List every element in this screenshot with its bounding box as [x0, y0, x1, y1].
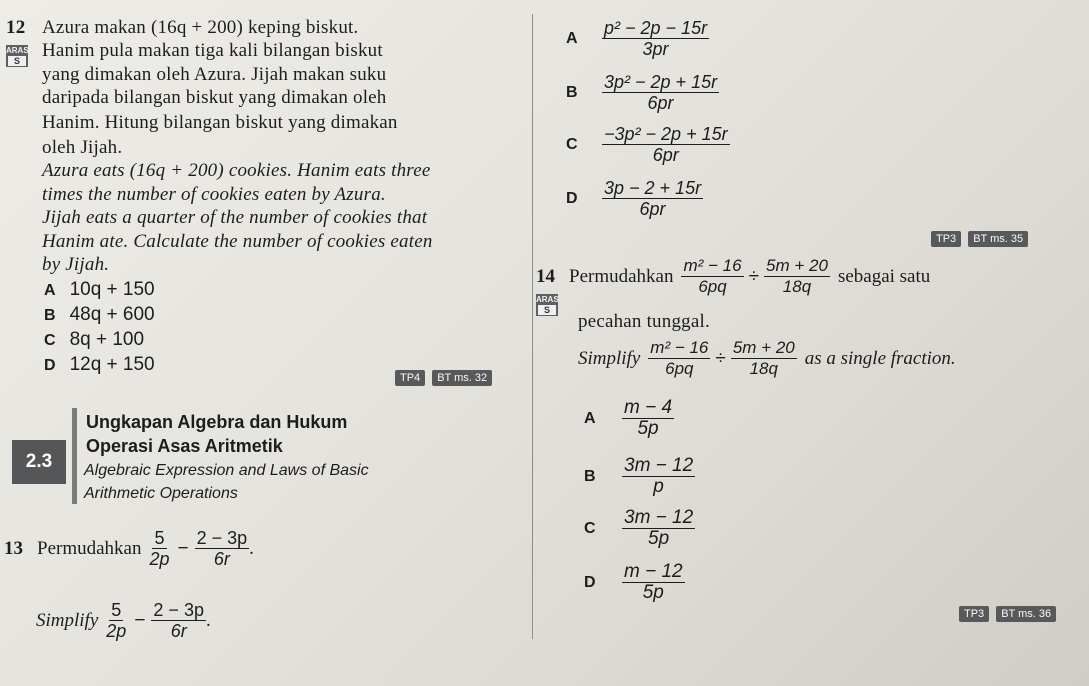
denominator: 6pr	[639, 199, 666, 219]
numerator: 5m + 20	[766, 256, 828, 275]
option-fraction	[622, 508, 695, 549]
q14-option-b[interactable]	[584, 456, 695, 497]
question-number: 14	[536, 265, 555, 287]
q13-en-prefix: Simplify	[36, 609, 99, 631]
fraction	[681, 256, 743, 297]
section-title-en-2: Arithmetic Operations	[84, 485, 238, 502]
q13-tags	[928, 229, 1028, 247]
denominator: 2p	[149, 549, 170, 569]
column-divider	[532, 14, 533, 639]
denominator: 6pr	[652, 145, 679, 165]
option-letter: A	[566, 29, 578, 47]
q13-option-c[interactable]	[566, 124, 730, 165]
aras-level: S	[8, 56, 26, 66]
aras-label: ARAS	[6, 46, 29, 55]
q13-option-a[interactable]	[566, 18, 709, 59]
option-letter: B	[566, 83, 578, 101]
denominator: 6r	[170, 621, 187, 641]
bt-page-badge: BT ms. 35	[968, 231, 1028, 247]
option-letter: B	[584, 467, 596, 485]
option-letter: B	[44, 307, 56, 324]
fraction	[147, 528, 171, 569]
option-fraction	[622, 562, 685, 603]
option-fraction	[622, 456, 695, 497]
q14-ms-prefix: Permudahkan	[569, 265, 674, 287]
q12-en-line-4: Hanim ate. Calculate the number of cookies eaten	[42, 231, 433, 252]
section-accent-bar	[72, 408, 77, 504]
aras-level: S	[538, 305, 556, 315]
q12-tags	[392, 368, 492, 386]
numerator: −3p² − 2p + 15r	[604, 124, 728, 144]
period: .	[249, 537, 254, 559]
q12-ms-line-3: yang dimakan oleh Azura. Jijah makan suku	[42, 64, 387, 85]
fraction	[731, 338, 797, 379]
option-text: 48q + 600	[69, 304, 155, 325]
denominator: 3pr	[642, 39, 669, 59]
bt-page-badge: BT ms. 36	[996, 606, 1056, 622]
denominator: 6r	[213, 549, 230, 569]
option-letter: C	[566, 135, 578, 153]
section-title-ms-2: Operasi Asas Aritmetik	[86, 436, 283, 456]
q13-ms-prefix: Permudahkan	[37, 537, 142, 559]
option-fraction	[622, 398, 674, 439]
q14-en-prefix: Simplify	[578, 347, 641, 369]
q12-ms-line-4: daripada bilangan biskut yang dimakan oleh	[42, 87, 387, 108]
option-text: 10q + 150	[69, 279, 155, 300]
q12-option-a[interactable]	[44, 279, 155, 301]
numerator: m² − 16	[683, 256, 742, 275]
q14-option-c[interactable]	[584, 508, 695, 549]
q14-tags	[956, 604, 1056, 622]
q14-ms-suffix: sebagai satu	[837, 265, 931, 287]
question-number: 12	[6, 17, 26, 38]
q12-en-line-1: Azura eats (16q + 200) cookies. Hanim eats three	[42, 160, 431, 181]
aras-badge	[6, 45, 28, 67]
numerator: 3p − 2 + 15r	[604, 178, 702, 198]
denominator: 6pq	[698, 277, 727, 296]
q12-en-line-5: by Jijah.	[42, 254, 110, 275]
numerator: p² − 2p − 15r	[604, 18, 708, 38]
q12-option-c[interactable]	[44, 329, 144, 351]
fraction	[195, 528, 250, 569]
operator: ÷	[715, 347, 726, 369]
q12-option-b[interactable]	[44, 304, 155, 326]
denominator: 5p	[648, 528, 670, 549]
section-title-ms-1: Ungkapan Algebra dan Hukum	[86, 412, 348, 432]
numerator: 5	[111, 600, 122, 620]
q14-option-a[interactable]	[584, 398, 674, 439]
numerator: 2 − 3p	[153, 600, 204, 620]
aras-label: ARAS	[536, 295, 559, 304]
option-text: 12q + 150	[69, 354, 155, 375]
q12-en-line-3: Jijah eats a quarter of the number of cookies that	[42, 207, 428, 228]
option-letter: D	[566, 189, 578, 207]
q14-ms-line	[536, 256, 930, 297]
denominator: 18q	[749, 359, 778, 378]
tp-level-badge: TP3	[959, 606, 989, 622]
option-letter: C	[584, 519, 596, 537]
numerator: 5m + 20	[732, 338, 795, 357]
q13-en-line	[36, 600, 211, 641]
option-text: 8q + 100	[69, 329, 145, 350]
tp-level-badge: TP4	[395, 370, 425, 386]
numerator: 2 − 3p	[196, 528, 248, 548]
numerator: m − 12	[624, 561, 683, 582]
q14-ms-line-2: pecahan tunggal.	[578, 311, 710, 332]
operator: −	[134, 609, 146, 631]
section-number-badge: 2.3	[12, 440, 66, 484]
option-fraction	[602, 72, 719, 113]
option-letter: A	[44, 282, 56, 299]
q12-ms-line-6: oleh Jijah.	[42, 137, 123, 158]
option-letter: C	[44, 332, 56, 349]
section-title-en-1: Algebraic Expression and Laws of Basic	[84, 462, 369, 479]
q14-en-suffix: as a single fraction.	[804, 347, 956, 369]
option-letter: A	[584, 409, 596, 427]
numerator: m² − 16	[650, 338, 709, 357]
q13-option-d[interactable]	[566, 178, 703, 219]
q13-option-b[interactable]	[566, 72, 719, 113]
option-letter: D	[44, 357, 56, 374]
numerator: 3m − 12	[624, 507, 694, 528]
fraction	[151, 600, 206, 641]
fraction	[648, 338, 710, 379]
denominator: p	[653, 476, 664, 497]
period: .	[205, 609, 211, 631]
denominator: 5p	[637, 418, 659, 439]
denominator: 2p	[106, 621, 127, 641]
denominator: 18q	[782, 277, 812, 296]
q12-ms-line-2: Hanim pula makan tiga kali bilangan biskut	[42, 40, 383, 61]
option-letter: D	[584, 573, 596, 591]
numerator: 5	[154, 528, 165, 548]
option-fraction	[602, 124, 730, 165]
fraction	[764, 256, 830, 297]
operator: ÷	[748, 265, 760, 287]
q14-en-line	[578, 338, 956, 379]
denominator: 6pr	[647, 93, 674, 113]
aras-badge	[536, 294, 558, 316]
option-fraction	[602, 178, 703, 219]
denominator: 5p	[642, 582, 664, 603]
denominator: 6pq	[665, 359, 694, 378]
question-number: 13	[4, 537, 23, 559]
bt-page-badge: BT ms. 32	[432, 370, 492, 386]
q12-en-line-2: times the number of cookies eaten by Azura.	[42, 184, 386, 205]
operator: −	[177, 537, 189, 559]
numerator: 3m − 12	[624, 455, 694, 476]
q12-ms-line-5: Hanim. Hitung bilangan biskut yang dimakan	[42, 112, 398, 133]
q12-option-d[interactable]	[44, 354, 155, 376]
q13-ms-line	[4, 528, 254, 569]
q14-option-d[interactable]	[584, 562, 685, 603]
option-fraction	[602, 18, 709, 59]
numerator: 3p² − 2p + 15r	[604, 72, 718, 92]
tp-level-badge: TP3	[931, 231, 961, 247]
fraction	[104, 600, 128, 641]
q12-ms-line-1: Azura makan (16q + 200) keping biskut.	[42, 17, 359, 38]
numerator: m − 4	[624, 397, 673, 418]
